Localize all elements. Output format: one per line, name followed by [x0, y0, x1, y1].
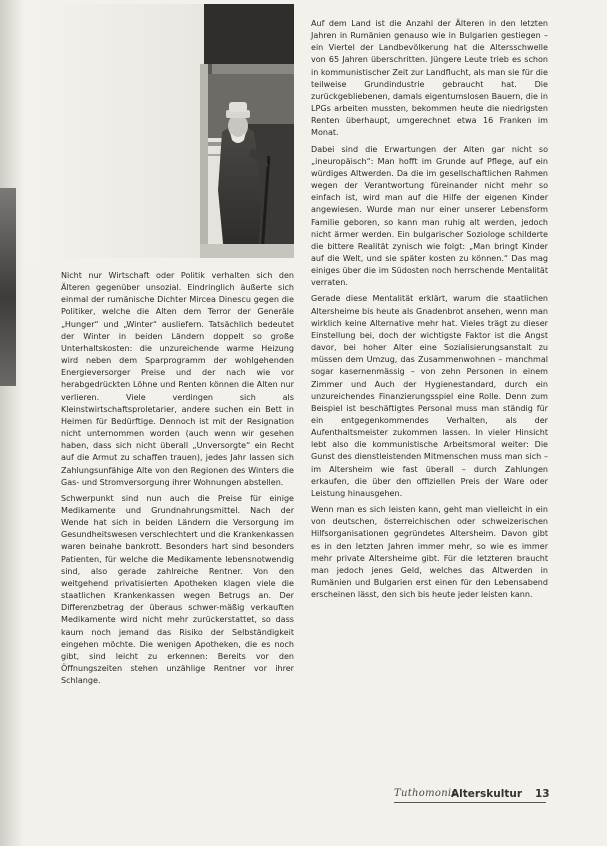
elderly-man-with-cane-photo	[24, 4, 294, 258]
adjacent-page-photo-strip	[0, 188, 16, 386]
left-article-column	[61, 270, 294, 691]
page-footer	[394, 785, 554, 805]
body-paragraph: Nicht nur Wirtschaft oder Politik verhalten sich den Älteren gegenüber unsozial. Eindringlich äußerte sich einmal der rumänische Dichter Mircea Dinescu gegen die Politiker, welche die Alten dem Terror der Generäle „Hunger“ und „Winter“ ausliefern. Tatsächlich bedeutet der Winter in beiden Ländern doppelt so große Unterhaltskosten: die unzureichende warme Heizung wird neben dem Sparprogramm der wohlgehenden Energieversorger Preise und der nach wie vor herabgedrückten Löhne und Renten können die Alten nur verlieren. Viele verdingen sich als Kleinstwirtschaftsproletarier, andere suchen ein Bett in Heimen für Bedürftige. Dennoch ist mit der Resignation nicht unternommen worden (auch wenn wir gesehen haben, dass sich nicht überall „Unversorgte“ ein Recht auf die Armut zu schaffen trauen), jedes Jahr lassen sich Zahlungsunfähige Alte von den Regionen des Winters die Gas- und Stromversorgung ihrer Wohnungen abstellen.	[61, 271, 294, 487]
right-article-column	[311, 18, 548, 605]
body-paragraph: Dabei sind die Erwartungen der Alten gar nicht so „ineuropäisch“: Man hofft im Grunde auf Pflege, auf ein würdiges Altwerden. Da die im gesellschaftlichen Rahmen wegen der Verantwortung füreinander nicht mehr so einfach ist, wird man auf die Hilfe der eigenen Kinder angewiesen. Wurde man nur einer unserer Lebensform Familie geboren, so kann man ruhig alt werden, jedoch nicht ärmer werden. Ein bulgarischer Soziologe schilderte die bittere Realität zynisch wie folgt: „Man bringt Kinder auf die Welt, und sie später kosten zu können.“ Das mag einiges über die im Südosten noch herrschende Mentalität verraten.	[311, 144, 548, 288]
footer-divider	[394, 802, 546, 803]
magazine-logo: Tuthomonis	[394, 788, 457, 799]
scan-edge	[0, 0, 24, 846]
body-paragraph: Schwerpunkt sind nun auch die Preise für einige Medikamente und Grundnahrungsmittel. Nach der Wende hat sich in beiden Ländern die Versorgung im Gesundheitswesen verschlechtert und die Krankenkassen waren beinahe bankrott. Besonders hart sind besonders Patienten, für welche die Medikamente lebensnotwendig sind, also gerade zahlreiche Rentner. Von den weitgehend privatisierten Apotheken klagen viele die staatlichen Krankenkassen wegen Betrugs an. Der Differenzbetrag der überaus schwer-mäßig verkauften Medikamente wird nicht mehr zurückerstattet, so dass kaum noch jemand das Risiko der Selbständigkeit eingehen möchte. Die wenigen Apotheken, die es noch gibt, sind leicht zu erkennen: Bereits vor den Öffnungszeiten stehen unzählige Rentner vor ihrer Schlange.	[61, 493, 294, 686]
section-title: Alterskultur	[451, 788, 523, 800]
body-paragraph: Auf dem Land ist die Anzahl der Älteren in den letzten Jahren in Rumänien genauso wie in Bulgarien gestiegen – ein Viertel der Landbevölkerung hat die Altersschwelle von 65 Jahren überschritten. Jüngere Leute trieb es schon in kommunistischer Zeit zur Landflucht, als man sie für die teilweise Grundindustrie gebraucht hat. Die zurückgebliebenen, damals eigentumslosen Bauern, die in LPGs arbeiten mussten, bekommen heute die niedrigsten Renten überhaupt, umgerechnet etwa 16 Franken im Monat.	[311, 19, 548, 138]
body-paragraph: Wenn man es sich leisten kann, geht man vielleicht in ein von deutschen, österreichischen oder schweizerischen Hilfsorganisationen gegründetes Altersheim. Davon gibt es in den letzten Jahren immer mehr, so wie es immer mehr private Altersheime gibt. Für die letzteren braucht man jedoch jenes Geld, welches das Altwerden in Rumänien und Bulgarien erst einen für den Lebensabend erscheinen lässt, den sich bis heute jeder leisten kann.	[311, 505, 548, 600]
page-number: 13	[535, 788, 550, 800]
body-paragraph: Gerade diese Mentalität erklärt, warum die staatlichen Altersheime bis heute als Gnadenbrot ansehen, wenn man wirklich keine Alternative mehr hat. Vieles trägt zu dieser Einstellung bei, doch der wichtigste Faktor ist die Angst davor, bei hoher Alter eine Sozialisierungsanstalt zu müssen dem Umzug, das Zusammenwohnen – manchmal sogar kasernenmässig – von zehn Personen in einem Zimmer und Auch der Hygienestandard, durch ein unzureichendes Finanzierungsspiel eine Rolle. Denn zum Beispiel ist beschäftigtes Personal muss man ständig für ein entgegenkommendes Verhalten, als der Aufenthaltsmeister zukommen lassen. In vieler Hinsicht lebt also die kommunistische Arbeitsmoral weiter: Die Gunst des dienstleistenden Mitmenschen muss man sich – im Altersheim wie fast überall – durch Zahlungen erkaufen, die über den offiziellen Preis der Ware oder Leistung hinausgehen.	[311, 294, 548, 498]
